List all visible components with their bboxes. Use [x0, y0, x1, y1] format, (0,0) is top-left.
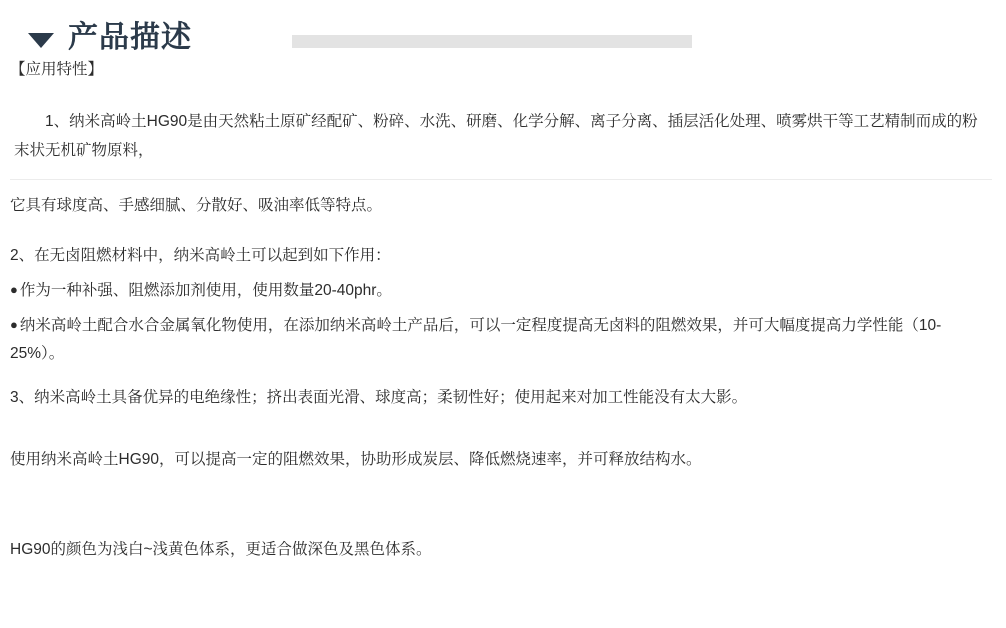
application-features-heading: 【应用特性】	[10, 61, 104, 78]
paragraph-halogen-free-uses: 2、在无卤阻燃材料中，纳米高岭土可以起到如下作用：	[10, 247, 391, 265]
bullet-dot-icon: ●	[10, 282, 18, 298]
bullet-item-2-text: 纳米高岭土配合水合金属氧化物使用，在添加纳米高岭土产品后，可以一定程度提高无卤料的阻燃效果，并可大幅度提高力学性能（10-25%）。	[10, 317, 942, 362]
bullet-item-1-text: 作为一种补强、阻燃添加剂使用，使用数量20-40phr。	[19, 282, 392, 300]
header-placeholder-bar	[292, 35, 692, 48]
caret-down-icon[interactable]	[28, 33, 54, 48]
paragraph-intro: 1、纳米高岭土HG90是由天然粘土原矿经配矿、粉碎、水洗、研磨、化学分解、离子分离、插层活化处理、喷雾烘干等工艺精制而成的粉末状无机矿物原料，	[14, 113, 978, 159]
description-body	[0, 58, 1006, 563]
paragraph-properties: 它具有球度高、手感细腻、分散好、吸油率低等特点。	[10, 179, 992, 220]
bullet-item-2	[10, 312, 992, 368]
bullet-item-1	[10, 277, 992, 305]
paragraph-color: HG90的颜色为浅白~浅黄色体系，更适合做深色及黑色体系。	[10, 540, 432, 558]
paragraph-insulation: 3、纳米高岭土具备优异的电绝缘性；挤出表面光滑、球度高；柔韧性好；使用起来对加工性能没有太大影。	[10, 388, 748, 406]
paragraph-flame-retardant: 使用纳米高岭土HG90，可以提高一定的阻燃效果，协助形成炭层、降低燃烧速率，并可释放结构水。	[10, 450, 702, 468]
section-header	[0, 0, 1006, 58]
bullet-dot-icon: ●	[10, 317, 18, 333]
page-title: 产品描述	[68, 21, 192, 54]
